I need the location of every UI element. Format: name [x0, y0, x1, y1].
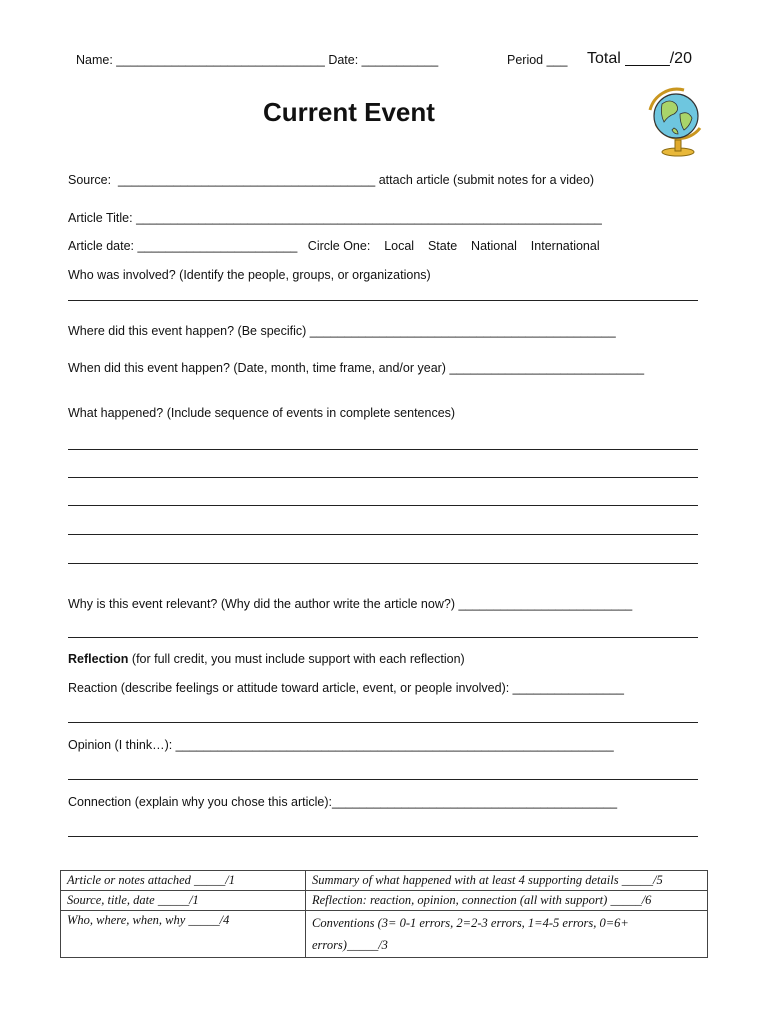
reflection-heading — [68, 651, 465, 667]
reflection-label: Reflection — [68, 652, 129, 666]
answer-line[interactable] — [68, 477, 698, 478]
period-field[interactable]: Period ___ — [507, 53, 568, 67]
table-row — [61, 911, 708, 958]
name-date-field[interactable]: Name: ______________________________ Date: ___________ — [76, 53, 439, 67]
answer-line[interactable] — [68, 836, 698, 837]
answer-line[interactable] — [68, 722, 698, 723]
when-field[interactable]: When did this event happen? (Date, month, time frame, and/or year) ____________________________ — [68, 361, 645, 375]
article-date-field[interactable]: Article date: _______________________ Circle One: Local State National International — [68, 239, 600, 253]
reflection-instructions: (for full credit, you must include support with each reflection) — [128, 652, 465, 666]
rubric-table — [60, 870, 708, 958]
rubric-cell: Conventions (3= 0-1 errors, 2=2-3 errors, 1=4-5 errors, 0=6+ errors)_____/3 — [306, 911, 708, 958]
page-title: Current Event — [263, 97, 435, 127]
answer-line[interactable] — [68, 300, 698, 301]
reaction-field[interactable]: Reaction (describe feelings or attitude toward article, event, or people involved): ________________ — [68, 681, 624, 695]
answer-line[interactable] — [68, 563, 698, 564]
source-field[interactable]: Source: _____________________________________ attach article (submit notes for a video) — [68, 173, 595, 187]
table-row — [61, 891, 708, 911]
what-question: What happened? (Include sequence of events in complete sentences) — [68, 406, 456, 420]
table-row — [61, 871, 708, 891]
connection-field[interactable]: Connection (explain why you chose this article):_________________________________________ — [68, 795, 618, 809]
answer-line[interactable] — [68, 505, 698, 506]
who-question: Who was involved? (Identify the people, groups, or organizations) — [68, 268, 431, 282]
why-field[interactable]: Why is this event relevant? (Why did the author write the article now?) _________________________ — [68, 597, 633, 611]
rubric-cell: Article or notes attached _____/1 — [61, 871, 306, 891]
total-score-field[interactable]: Total _____/20 — [587, 50, 692, 67]
globe-icon — [644, 84, 708, 160]
answer-line[interactable] — [68, 779, 698, 780]
where-field[interactable]: Where did this event happen? (Be specific) ____________________________________________ — [68, 324, 616, 338]
answer-line[interactable] — [68, 449, 698, 450]
answer-line[interactable] — [68, 637, 698, 638]
rubric-cell: Reflection: reaction, opinion, connection (all with support) _____/6 — [306, 891, 708, 911]
opinion-field[interactable]: Opinion (I think…): _______________________________________________________________ — [68, 738, 614, 752]
rubric-cell: Summary of what happened with at least 4 supporting details _____/5 — [306, 871, 708, 891]
article-title-field[interactable]: Article Title: ___________________________________________________________________ — [68, 211, 602, 225]
answer-line[interactable] — [68, 534, 698, 535]
rubric-cell: Who, where, when, why _____/4 — [61, 911, 306, 958]
rubric-cell: Source, title, date _____/1 — [61, 891, 306, 911]
